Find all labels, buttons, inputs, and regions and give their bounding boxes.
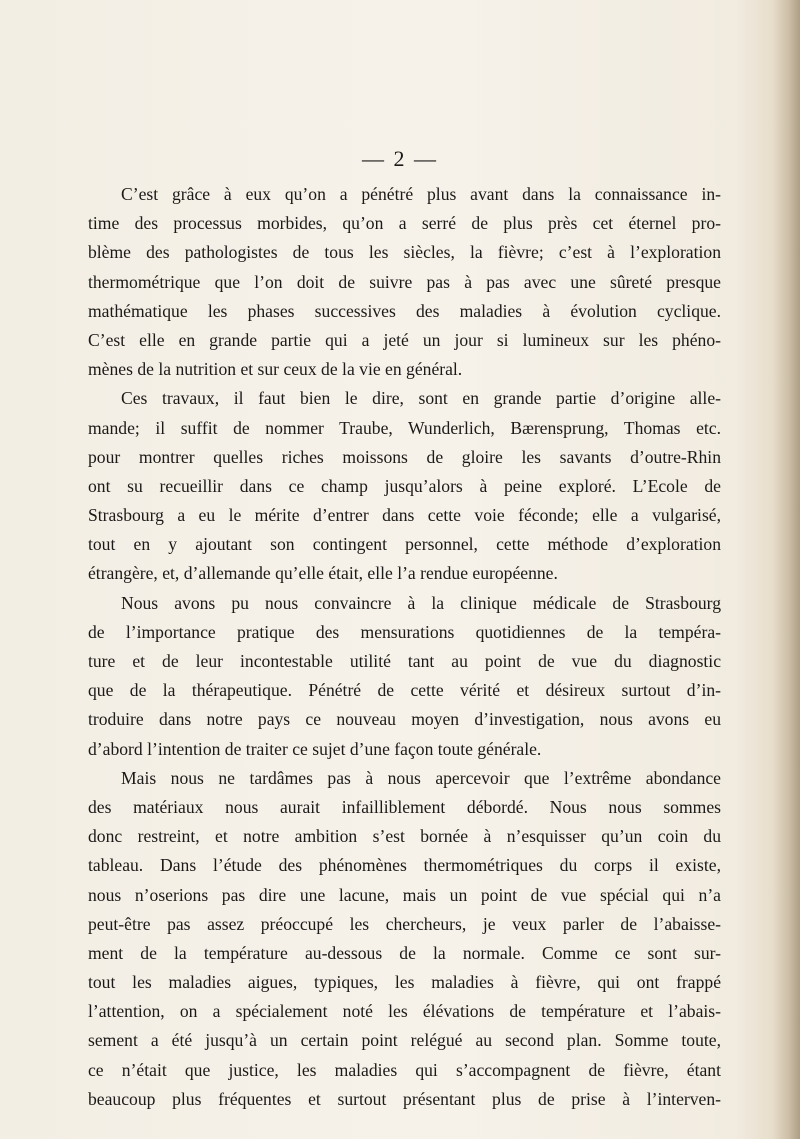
text-line: nous n’oserions pas dire une lacune, mais un point de vue spécial qui n’a	[88, 884, 721, 905]
text-line: l’attention, on a spécialement noté les élévations de température et l’abais-	[88, 1001, 721, 1022]
text-line: Nous avons pu nous convaincre à la clinique médicale de Strasbourg	[121, 592, 721, 613]
text-line: pour montrer quelles riches moissons de gloire les savants d’outre-Rhin	[88, 446, 721, 467]
text-line: Strasbourg a eu le mérite d’entrer dans cette voie féconde; elle a vulgarisé,	[88, 505, 721, 526]
text-line: thermométrique que l’on doit de suivre pas à pas avec une sûreté presque	[88, 271, 721, 292]
text-line: ment de la température au-dessous de la normale. Comme ce sont sur-	[88, 942, 721, 963]
text-line: ont su recueillir dans ce champ jusqu’alors à peine exploré. L’Ecole de	[88, 475, 721, 496]
text-line: peut-être pas assez préoccupé les chercheurs, je veux parler de l’abaisse-	[88, 913, 721, 934]
text-line: mathématique les phases successives des maladies à évolution cyclique.	[88, 300, 721, 321]
text-line: étrangère, et, d’allemande qu’elle était, elle l’a rendue européenne.	[88, 563, 558, 584]
text-line: troduire dans notre pays ce nouveau moyen d’investigation, nous avons eu	[88, 709, 721, 730]
text-line: sement a été jusqu’à un certain point relégué au second plan. Somme toute,	[88, 1030, 721, 1051]
text-line: de l’importance pratique des mensurations quotidiennes de la tempéra-	[88, 621, 721, 642]
text-line: donc restreint, et notre ambition s’est bornée à n’esquisser qu’un coin du	[88, 826, 721, 847]
page-number: — 2 —	[362, 146, 438, 171]
text-line: des matériaux nous aurait infailliblement débordé. Nous nous sommes	[88, 796, 721, 817]
text-line: Mais nous ne tardâmes pas à nous apercevoir que l’extrême abondance	[121, 767, 721, 788]
text-line: time des processus morbides, qu’on a serré de plus près cet éternel pro-	[88, 213, 721, 234]
text-line: mènes de la nutrition et sur ceux de la vie en général.	[88, 359, 463, 380]
text-line: mande; il suffit de nommer Traube, Wunderlich, Bærensprung, Thomas etc.	[88, 417, 721, 438]
text-line: tout en y ajoutant son contingent personnel, cette méthode d’exploration	[88, 534, 721, 555]
text-line: ture et de leur incontestable utilité tant au point de vue du diagnostic	[88, 651, 721, 671]
text-line: ce n’était que justice, les maladies qui s’accompagnent de fièvre, étant	[88, 1059, 721, 1080]
body-text	[88, 180, 721, 1114]
text-line: d’abord l’intention de traiter ce sujet d’une façon toute générale.	[88, 738, 542, 759]
text-line: C’est elle en grande partie qui a jeté un jour si lumineux sur les phéno-	[88, 329, 721, 350]
text-line: blème des pathologistes de tous les siècles, la fièvre; c’est à l’exploration	[88, 242, 721, 263]
text-line: C’est grâce à eux qu’on a pénétré plus avant dans la connaissance in-	[121, 184, 721, 204]
text-line: Ces travaux, il faut bien le dire, sont en grande partie d’origine alle-	[121, 388, 721, 409]
text-line: tableau. Dans l’étude des phénomènes thermométriques du corps il existe,	[88, 855, 721, 876]
text-line: beaucoup plus fréquentes et surtout présentant plus de prise à l’interven-	[88, 1088, 721, 1109]
text-line: que de la thérapeutique. Pénétré de cette vérité et désireux surtout d’in-	[88, 680, 721, 701]
text-line: tout les maladies aigues, typiques, les maladies à fièvre, qui ont frappé	[88, 972, 721, 993]
